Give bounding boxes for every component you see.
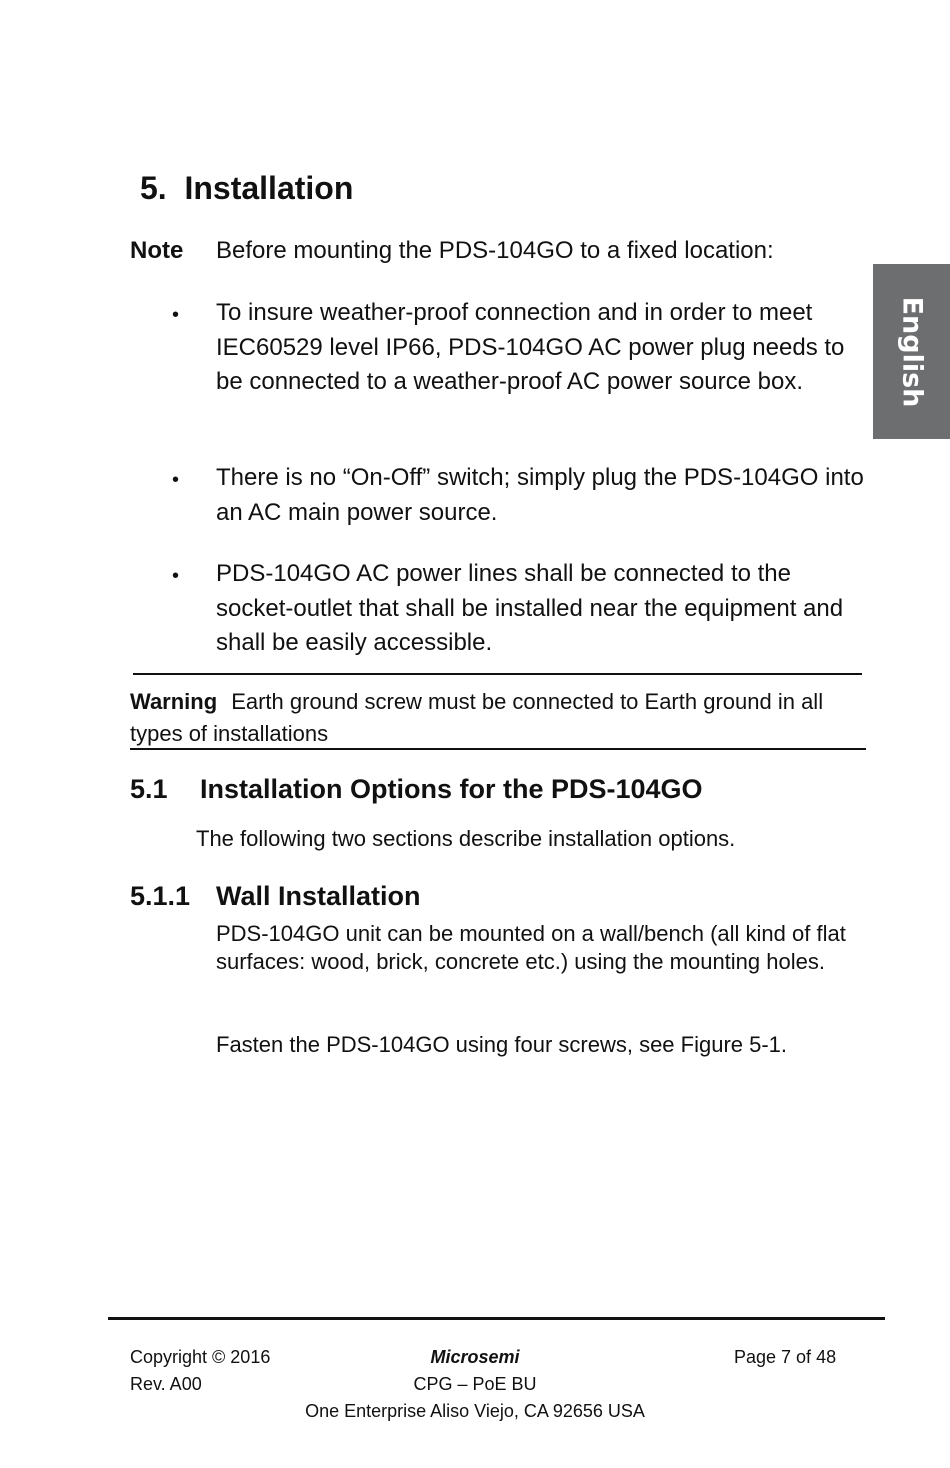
footer-division: CPG – PoE BU [413,1374,537,1394]
footer-copyright: Copyright © 2016 [130,1347,271,1367]
subsubsection-heading [130,881,421,912]
note-label: Note [130,237,184,264]
warning-label: Warning [130,689,218,714]
language-tab [873,264,950,439]
subsection-intro: The following two sections describe installation options. [196,826,736,851]
note-bullet-3: PDS-104GO AC power lines shall be connected to the socket-outlet that shall be installed near the equipment and shall be easily accessible. [216,560,844,656]
warning-text: Earth ground screw must be connected to Earth ground in all types of installations [130,689,824,746]
wall-install-paragraph-2: Fasten the PDS-104GO using four screws, see Figure 5-1. [216,1032,788,1057]
language-tab-label: English [896,296,927,407]
bullet-icon: • [172,565,180,587]
subsubsection-title: Wall Installation [216,881,421,911]
note-bullet-1: To insure weather-proof connection and in order to meet IEC60529 level IP66, PDS-104GO AC power plug needs to be connected to a weather-proof AC power source box. [216,299,845,395]
footer-company-name: Microsemi [430,1347,520,1367]
subsection-heading [130,774,703,805]
wall-install-paragraph-1: PDS-104GO unit can be mounted on a wall/bench (all kind of flat surfaces: wood, brick, concrete etc.) using the mounting holes. [216,921,846,974]
warning-bottom-rule [130,748,866,750]
footer-rule [108,1317,885,1320]
note-text: Before mounting the PDS-104GO to a fixed location: [216,237,774,264]
bullet-icon: • [172,469,180,491]
subsection-number: 5.1 [130,774,168,804]
subsubsection-number: 5.1.1 [130,881,191,911]
bullet-icon: • [172,304,180,326]
footer-revision: Rev. A00 [130,1374,202,1394]
warning-top-rule [133,673,862,675]
section-title: Installation [184,170,354,206]
section-number: 5. [140,170,167,206]
note-bullet-2: There is no “On-Off” switch; simply plug the PDS-104GO into an AC main power source. [216,464,864,526]
subsection-title: Installation Options for the PDS-104GO [200,774,703,804]
section-heading [140,170,353,207]
footer-page-number: Page 7 of 48 [734,1347,837,1367]
footer-address: One Enterprise Aliso Viejo, CA 92656 USA [305,1401,645,1421]
warning-box [130,686,850,750]
